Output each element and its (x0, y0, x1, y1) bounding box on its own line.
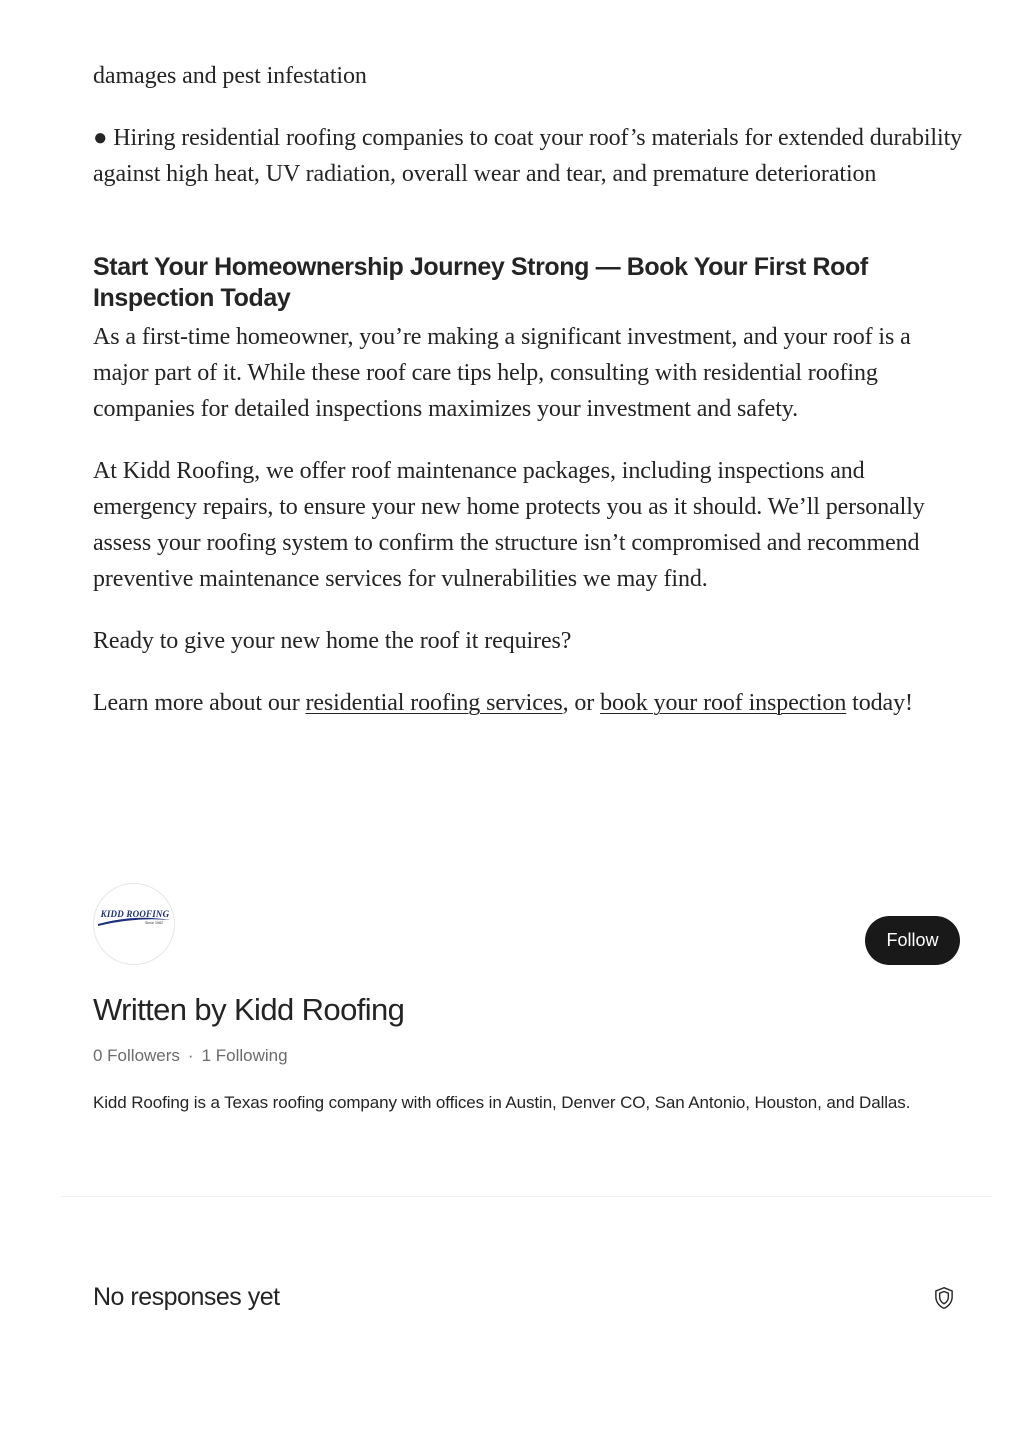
section-divider (61, 1196, 992, 1197)
stats-separator: · (187, 1046, 194, 1065)
paragraph-bullet: ● Hiring residential roofing companies to coat your roof’s materials for extended durability against high heat, UV radiation, overall wear and tear, and premature deterioration (93, 125, 963, 187)
kidd-roofing-logo (94, 884, 175, 965)
learn-more-prefix: Learn more about our (93, 690, 306, 716)
section-heading: Start Your Homeownership Journey Strong — Book Your First Roof Inspection Today (93, 253, 868, 312)
following-link[interactable]: 1 Following (201, 1046, 288, 1065)
paragraph-intro: As a first-time homeowner, you’re making a significant investment, and your roof is a major part of it. While these roof care tips help, consulting with residential roofing companies for detailed inspections maximizes your investment and safety. (93, 324, 911, 422)
residential-roofing-services-link[interactable]: residential roofing services (305, 690, 563, 716)
paragraph-fragment: damages and pest infestation (93, 63, 367, 89)
book-roof-inspection-link[interactable]: book your roof inspection (600, 690, 847, 716)
shield-icon[interactable] (931, 1285, 957, 1311)
learn-more-middle: , or (562, 690, 601, 716)
paragraph-ready: Ready to give your new home the roof it requires? (93, 628, 572, 654)
author-stats (93, 1044, 288, 1068)
responses-title: No responses yet (93, 1283, 280, 1311)
written-by-heading[interactable]: Written by Kidd Roofing (93, 992, 405, 1027)
author-bio: Kidd Roofing is a Texas roofing company with offices in Austin, Denver CO, San Antonio, Houston, and Dallas. (93, 1093, 911, 1112)
paragraph-kidd-roofing: At Kidd Roofing, we offer roof maintenance packages, including inspections and emergency repairs, to ensure your new home protects you as it should. We’ll personally assess your roofing system to confirm the structure isn’t compromised and recommend preventive maintenance services for vulnerabilities we may find. (93, 458, 925, 592)
logo-text: KIDD ROOFING (100, 909, 170, 919)
learn-more-suffix: today! (846, 690, 913, 716)
paragraph-learn-more (93, 685, 963, 721)
followers-link[interactable]: 0 Followers (93, 1046, 180, 1065)
author-avatar[interactable] (93, 883, 175, 965)
logo-sub: Since 1982 (145, 921, 163, 925)
follow-button[interactable]: Follow (865, 916, 960, 965)
